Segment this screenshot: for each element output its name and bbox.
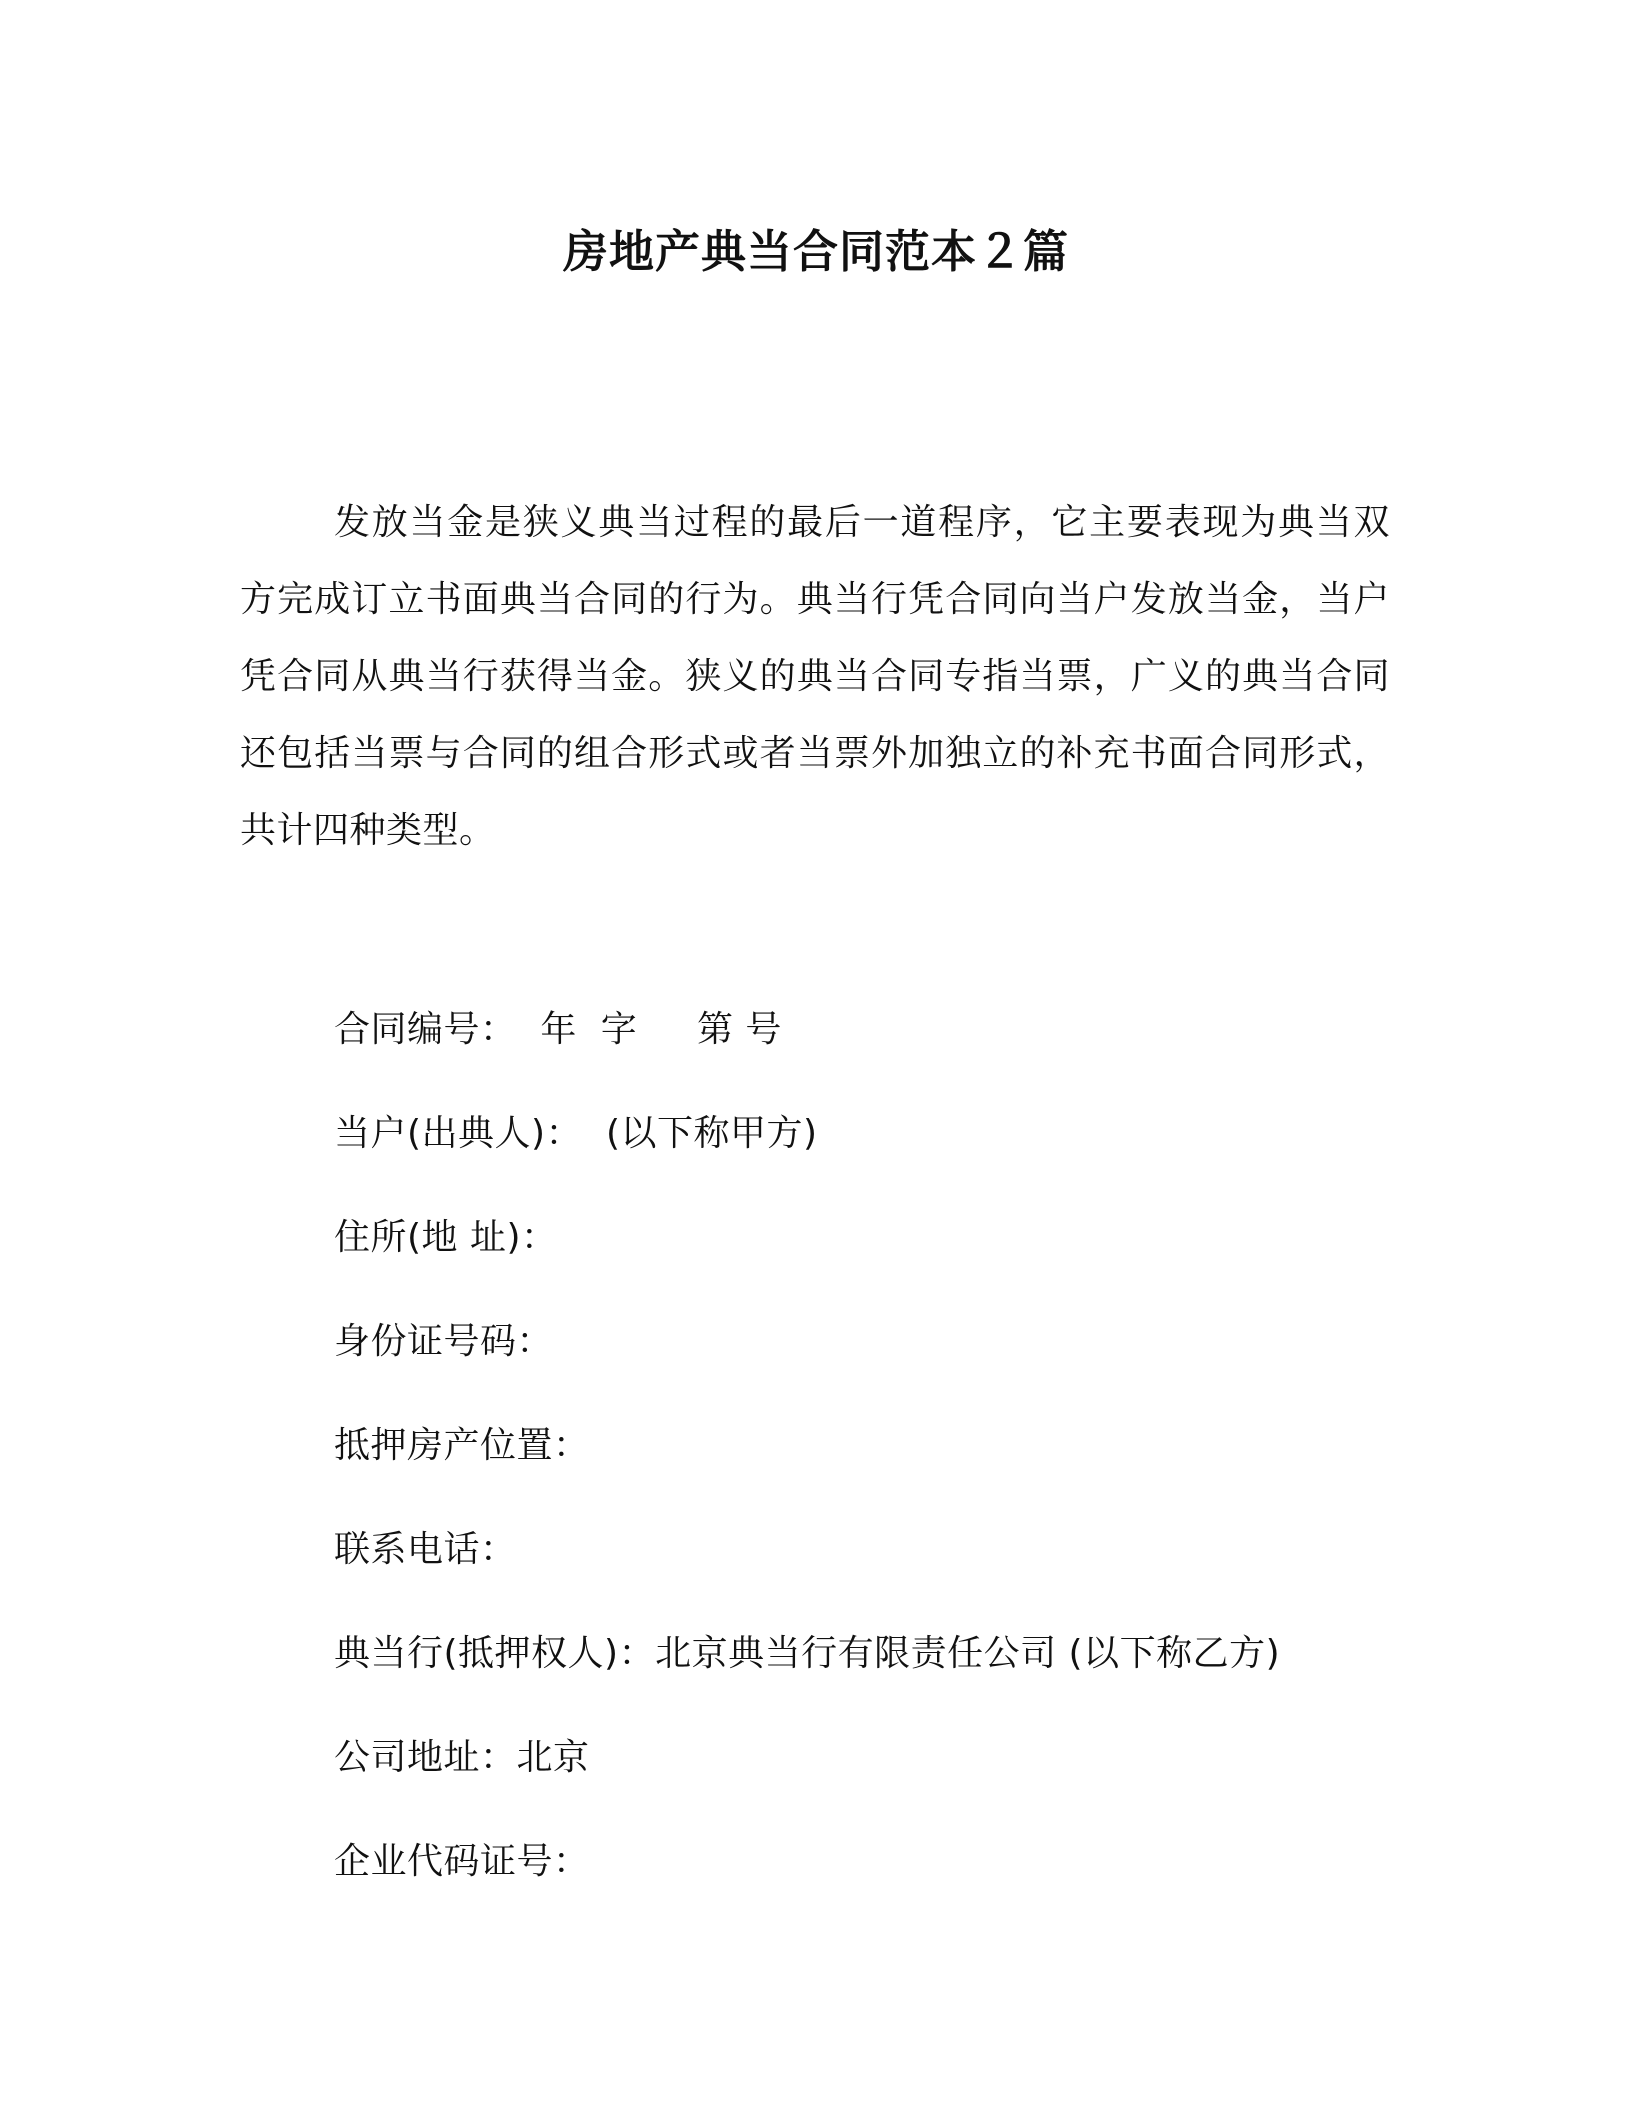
field-party-b: 典当行(抵押权人)：北京典当行有限责任公司 (以下称乙方) [334, 1633, 1281, 1674]
field-enterprise-code: 企业代码证号： [334, 1841, 590, 1882]
field-address: 住所(地 址)： [334, 1217, 558, 1258]
field-contract-number: 合同编号： 年 字 第 号 [334, 1009, 782, 1050]
field-company-address: 公司地址：北京 [334, 1737, 590, 1778]
intro-paragraph: 发放当金是狭义典当过程的最后一道程序，它主要表现为典当双方完成订立书面典当合同的行为。典当行凭合同向当户发放当金，当户凭合同从典当行获得当金。狭义的典当合同专指当票，广义的典当合同还包括当票与合同的组合形式或者当票外加独立的补充书面合同形式，共计四种类型。 [240, 502, 1390, 851]
field-party-a: 当户(出典人)： (以下称甲方) [334, 1113, 818, 1154]
field-id-number: 身份证号码： [334, 1321, 554, 1362]
contract-fields [334, 1000, 1434, 1936]
document-title: 房地产典当合同范本２篇 [562, 225, 1069, 278]
field-property-location: 抵押房产位置： [334, 1425, 590, 1466]
field-phone: 联系电话： [334, 1529, 517, 1570]
